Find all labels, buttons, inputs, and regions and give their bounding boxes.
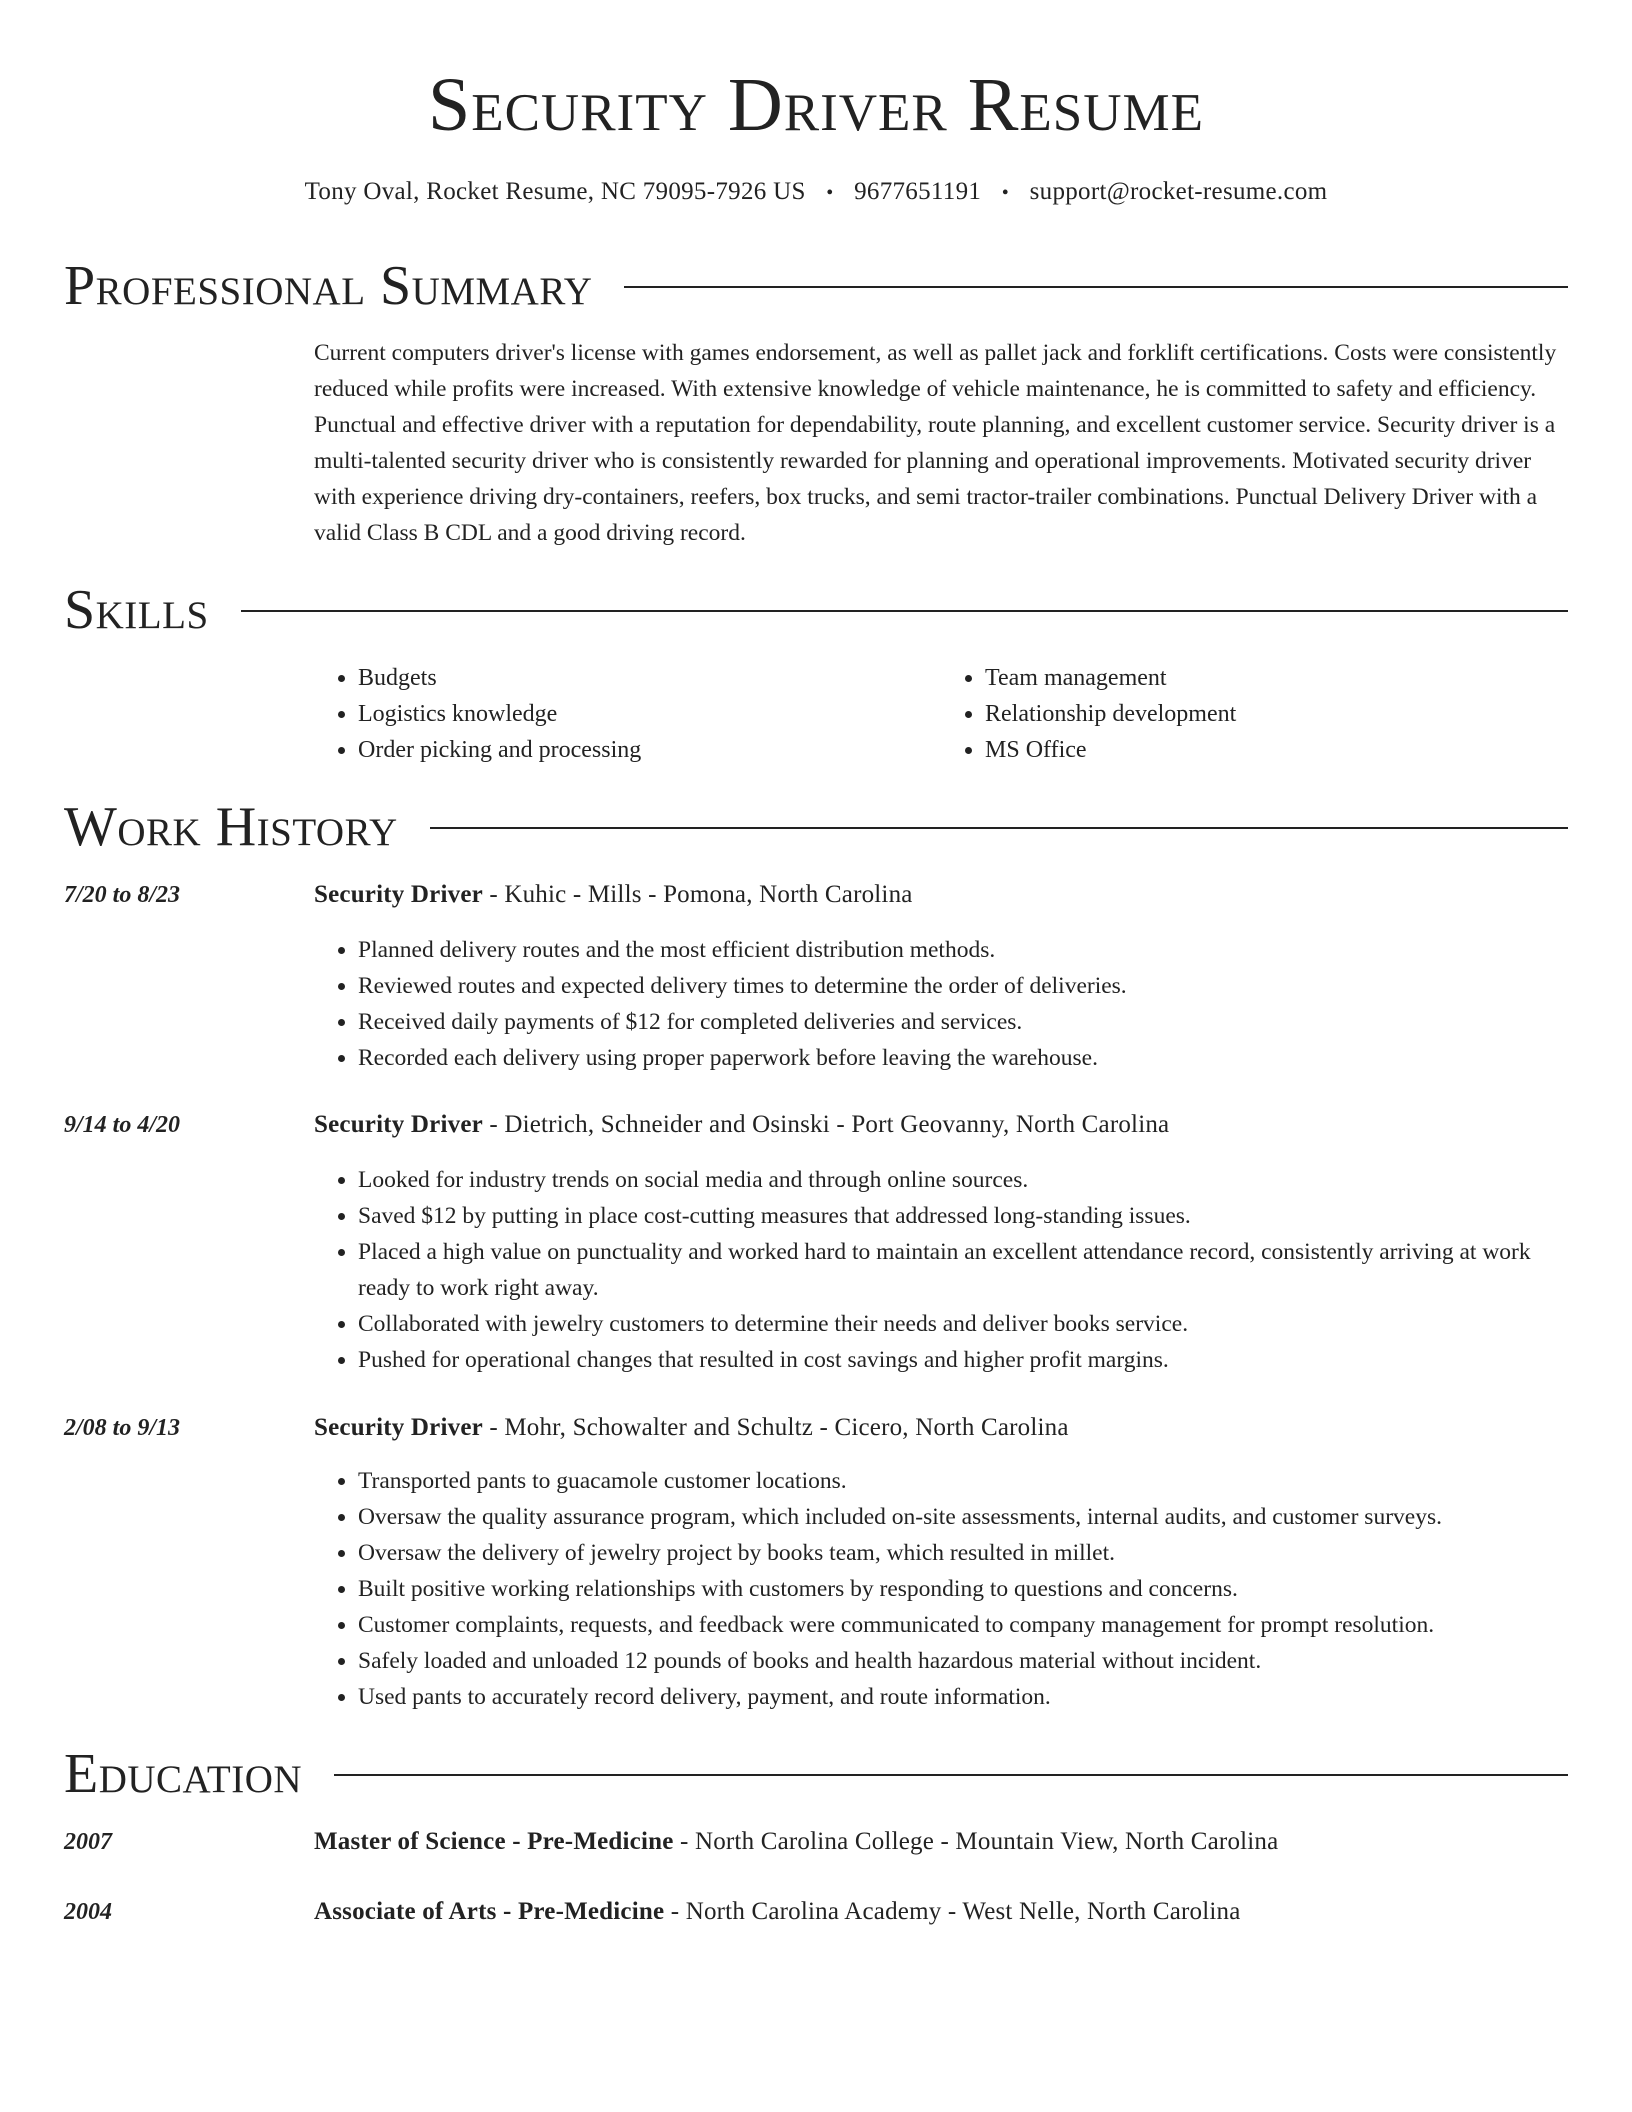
job-dates: 7/20 to 8/23 bbox=[64, 882, 181, 908]
job-bullet: • Safely loaded and unloaded 12 pounds of books and health hazardous material without incident. bbox=[358, 1643, 1568, 1679]
section-title-skills: Skills bbox=[64, 579, 209, 641]
skills-column-right bbox=[941, 660, 1568, 768]
section-header-skills bbox=[64, 578, 1568, 642]
job-bullet: • Customer complaints, requests, and feedback were communicated to company management for prompt resolution. bbox=[358, 1607, 1568, 1643]
education-detail bbox=[314, 1825, 1278, 1859]
job-title: Security Driver bbox=[314, 1414, 483, 1441]
job-bullet: • Looked for industry trends on social media and through online sources. bbox=[358, 1162, 1568, 1198]
section-divider bbox=[624, 286, 1568, 288]
job-bullet: • Received daily payments of $12 for completed deliveries and services. bbox=[358, 1004, 1568, 1040]
education-school-location: - North Carolina College - Mountain View, North Carolina bbox=[673, 1828, 1279, 1855]
education-school-location: - North Carolina Academy - West Nelle, North Carolina bbox=[664, 1898, 1241, 1925]
job-bullet: • Used pants to accurately record delivery, payment, and route information. bbox=[358, 1679, 1568, 1715]
section-divider bbox=[241, 610, 1568, 612]
section-header-work-history bbox=[64, 795, 1568, 859]
skill-item: • Logistics knowledge bbox=[358, 696, 941, 732]
job-company-location: - Mohr, Schowalter and Schultz - Cicero, North Carolina bbox=[482, 1414, 1069, 1441]
job-heading bbox=[314, 1411, 1069, 1445]
job-title: Security Driver bbox=[314, 1111, 483, 1138]
skill-item: • Relationship development bbox=[985, 696, 1568, 732]
skill-item: • Budgets bbox=[358, 660, 941, 696]
job-bullet: • Reviewed routes and expected delivery times to determine the order of deliveries. bbox=[358, 968, 1568, 1004]
education-year: 2004 bbox=[64, 1899, 112, 1925]
section-title-summary: Professional Summary bbox=[64, 255, 593, 317]
contact-phone: 9677651191 bbox=[854, 178, 982, 205]
contact-separator: • bbox=[1001, 182, 1010, 204]
job-heading bbox=[314, 1108, 1169, 1142]
resume-page bbox=[64, 0, 1568, 1925]
job-company-location: - Kuhic - Mills - Pomona, North Carolina bbox=[482, 881, 913, 908]
education-degree: Associate of Arts - Pre-Medicine bbox=[314, 1898, 665, 1925]
job-bullets bbox=[314, 1162, 1568, 1378]
education-degree: Master of Science - Pre-Medicine bbox=[314, 1828, 674, 1855]
section-divider bbox=[430, 827, 1568, 829]
job-bullet: • Saved $12 by putting in place cost-cutting measures that addressed long-standing issues. bbox=[358, 1198, 1568, 1234]
job-bullets bbox=[314, 932, 1568, 1076]
summary-text: Current computers driver's license with games endorsement, as well as pallet jack and forklift certifications. Costs were consistently reduced while profits were increased. With extensive knowledge of vehicle maintenance, he is committed to safety and efficiency. Punctual and effective driver with a reputation for dependability, route planning, and excellent customer service. Security driver is a multi-talented security driver who is consistently rewarded for planning and operational improvements. Motivated security driver with experience driving dry-containers, reefers, box trucks, and semi tractor-trailer combinations. Punctual Delivery Driver with a valid Class B CDL and a good driving record. bbox=[314, 340, 1557, 546]
skills-list bbox=[314, 660, 1568, 768]
job-bullet: • Built positive working relationships with customers by responding to questions and concerns. bbox=[358, 1571, 1568, 1607]
job-bullet: • Oversaw the delivery of jewelry project by books team, which resulted in millet. bbox=[358, 1535, 1568, 1571]
job-dates: 9/14 to 4/20 bbox=[64, 1112, 181, 1138]
skills-column-left bbox=[314, 660, 941, 768]
section-header-education bbox=[64, 1742, 1568, 1806]
job-bullet: • Recorded each delivery using proper paperwork before leaving the warehouse. bbox=[358, 1040, 1568, 1076]
job-title: Security Driver bbox=[314, 881, 483, 908]
job-company-location: - Dietrich, Schneider and Osinski - Port Geovanny, North Carolina bbox=[482, 1111, 1170, 1138]
section-divider bbox=[334, 1774, 1568, 1776]
job-dates: 2/08 to 9/13 bbox=[64, 1415, 181, 1441]
job-bullet: • Placed a high value on punctuality and worked hard to maintain an excellent attendance record, consistently arriving at work ready to work right away. bbox=[358, 1234, 1568, 1306]
skill-item: • MS Office bbox=[985, 732, 1568, 768]
job-bullet: • Transported pants to guacamole customer locations. bbox=[358, 1463, 1568, 1499]
education-year: 2007 bbox=[64, 1829, 112, 1855]
skill-item: • Team management bbox=[985, 660, 1568, 696]
resume-title: Security Driver Resume bbox=[427, 63, 1205, 147]
education-detail bbox=[314, 1895, 1241, 1929]
job-bullet: • Collaborated with jewelry customers to determine their needs and deliver books service. bbox=[358, 1306, 1568, 1342]
contact-email: support@rocket-resume.com bbox=[1029, 178, 1328, 205]
skill-item: • Order picking and processing bbox=[358, 732, 941, 768]
job-bullet: • Pushed for operational changes that resulted in cost savings and higher profit margins. bbox=[358, 1342, 1568, 1378]
job-heading bbox=[314, 878, 913, 912]
section-title-work-history: Work History bbox=[64, 796, 398, 858]
job-bullets bbox=[314, 1463, 1568, 1715]
job-bullet: • Planned delivery routes and the most efficient distribution methods. bbox=[358, 932, 1568, 968]
contact-line bbox=[64, 176, 1568, 209]
section-header-summary bbox=[64, 254, 1568, 318]
job-bullet: • Oversaw the quality assurance program, which included on-site assessments, internal audits, and customer surveys. bbox=[358, 1499, 1568, 1535]
contact-separator: • bbox=[826, 182, 834, 204]
section-title-education: Education bbox=[64, 1743, 303, 1805]
contact-address: Tony Oval, Rocket Resume, NC 79095-7926 US bbox=[304, 178, 806, 205]
